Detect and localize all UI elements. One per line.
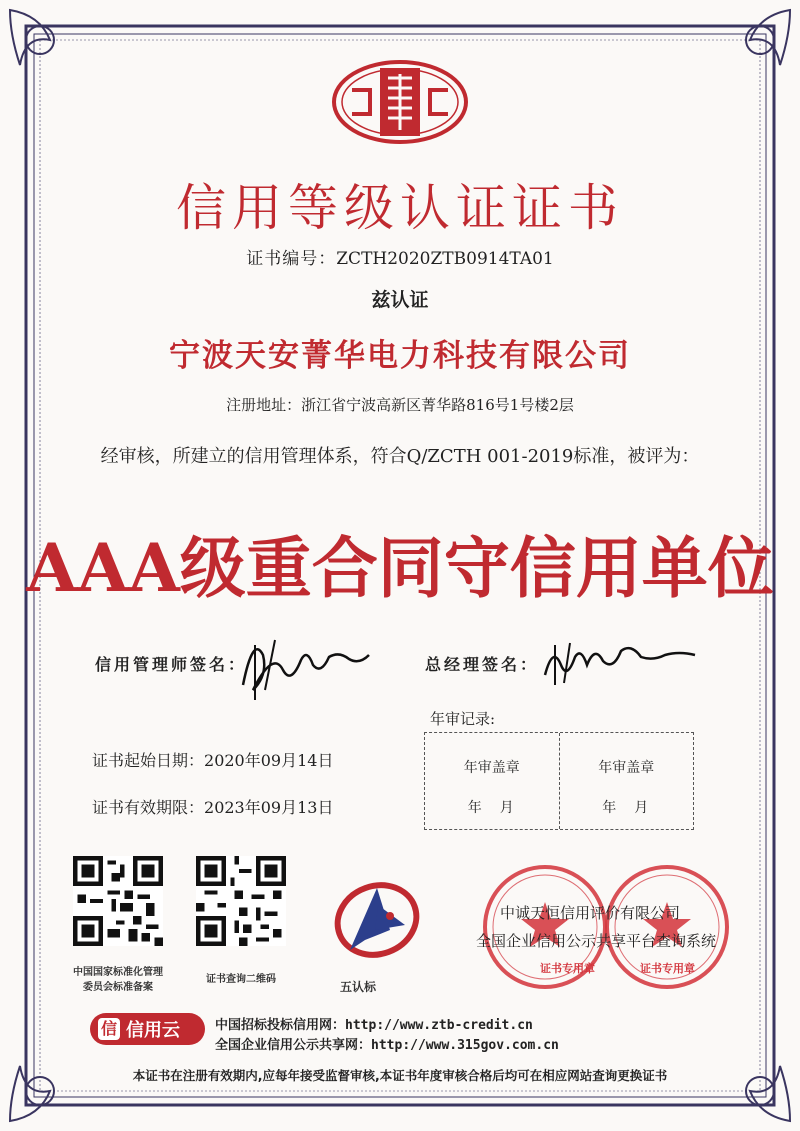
annual-year-month: 年 月 [467, 800, 516, 816]
credit-manager-signature-label: 信用管理师签名： [95, 655, 248, 674]
company-name: 宁波天安菁华电力科技有限公司 [169, 338, 631, 374]
certificate-query-qr-code[interactable] [196, 856, 286, 946]
footer-notice: 本证书在注册有效期内,应每年接受监督审核,本证书年度审核合格后均可在相应网站查询更换证书 [132, 1068, 668, 1083]
address-label: 注册地址： [226, 396, 302, 414]
annual-stamp-label: 年审盖章 [463, 760, 520, 776]
caption-line: 中国国家标准化管理 [73, 967, 163, 978]
platform-name: 全国企业信用公示共享平台查询系统 [476, 932, 717, 950]
site-label: 中国招标投标信用网： [215, 1018, 346, 1033]
five-certification-label: 五认标 [340, 980, 377, 994]
standard-filing-qr-code[interactable] [73, 856, 163, 946]
certificate-title: 信用等级认证证书 [176, 179, 624, 237]
issuer-name: 中诚天恒信用评价有限公司 [500, 904, 681, 922]
certificate-number [0, 244, 800, 269]
standard-filing-caption [60, 963, 176, 993]
credit-cloud-badge [90, 1013, 205, 1045]
site-url-link[interactable]: http://www.315gov.com.cn [371, 1038, 559, 1053]
issuer-seal-center-text: 证书专用章 [640, 962, 695, 975]
annual-review-cell [425, 733, 559, 829]
annual-review-cell [559, 733, 694, 829]
credit-grade: AAA级重合同守信用单位 [26, 529, 774, 607]
valid-until [92, 795, 333, 818]
certificate-number-label: 证书编号： [246, 249, 337, 269]
certificate-query-caption: 证书查询二维码 [206, 974, 276, 985]
site-label: 全国企业信用公示共享网： [215, 1038, 372, 1053]
certification-emblem [330, 60, 470, 145]
general-manager-signature-label: 总经理签名： [425, 655, 540, 674]
annual-year-month: 年 月 [602, 800, 651, 816]
valid-until-value: 2023年09月13日 [204, 798, 334, 817]
annual-stamp-label: 年审盖章 [598, 760, 655, 776]
start-date [92, 748, 333, 771]
credit-cloud-label: 信用云 [126, 1020, 180, 1041]
hereby-certify: 兹认证 [371, 289, 429, 311]
registered-address [0, 394, 800, 415]
general-manager-signature [540, 635, 710, 695]
review-statement: 经审核，所建立的信用管理体系，符合Q/ZCTH 001-2019标准，被评为： [100, 446, 700, 467]
annual-review-label: 年审记录: [430, 710, 496, 728]
credit-cloud-icon: 信 [98, 1018, 120, 1040]
platform-seal-center-text: 证书专用章 [540, 962, 595, 975]
valid-until-label: 证书有效期限： [92, 798, 205, 817]
site-url-link[interactable]: http://www.ztb-credit.cn [345, 1018, 533, 1033]
start-date-value: 2020年09月14日 [204, 751, 334, 770]
five-certification-logo [330, 870, 425, 970]
caption-line: 委员会标准备案 [83, 982, 153, 993]
credit-manager-signature [235, 625, 385, 705]
annual-review-table [424, 732, 694, 830]
start-date-label: 证书起始日期： [92, 751, 205, 770]
315gov-site [215, 1034, 559, 1053]
address-value: 浙江省宁波高新区菁华路816号1号楼2层 [301, 396, 574, 414]
ztb-credit-site [215, 1014, 533, 1033]
certificate-number-value: ZCTH2020ZTB0914TA01 [336, 249, 554, 269]
